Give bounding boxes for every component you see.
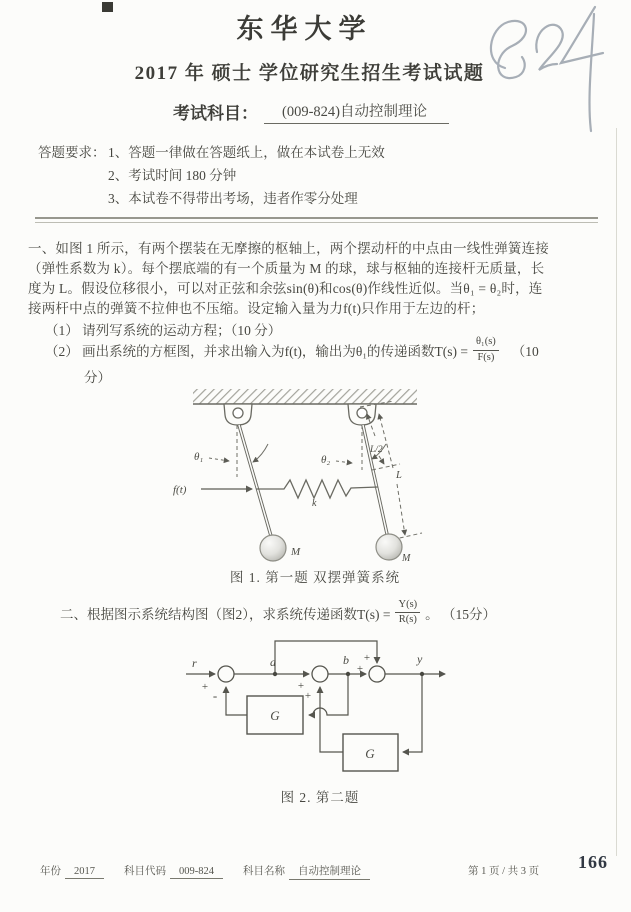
page-indicator: 第 1 页 / 共 3 页 xyxy=(468,866,540,877)
footer-year-value: 2017 xyxy=(65,866,104,879)
footer-year-label: 年份 xyxy=(40,866,61,877)
page-stamp-number: 166 xyxy=(578,852,608,872)
question1-line: 一、如图 1 所示，有两个摆装在无摩擦的枢轴上，两个摆动杆的中点由一线性弹簧连接 xyxy=(28,241,549,256)
question2-text xyxy=(60,599,496,626)
theta1-label: θ₁ xyxy=(194,451,204,463)
question1-item2-points: （10 xyxy=(511,344,539,359)
ceiling xyxy=(193,389,417,404)
force-label: f(t) xyxy=(173,484,187,496)
figure2-caption: 图 2. 第二题 xyxy=(280,790,360,805)
output-y-label: y xyxy=(417,652,423,666)
scan-artifact-edge xyxy=(616,128,617,856)
figure1-double-pendulum-diagram xyxy=(165,385,465,580)
spring xyxy=(256,480,378,498)
fraction-numerator: θ₁(s) xyxy=(473,336,499,350)
subject-label: 考试科目： xyxy=(173,104,258,123)
block-G-left-label: G xyxy=(270,708,280,723)
figure1-caption: 图 1. 第一题 双摆弹簧系统 xyxy=(229,570,401,585)
requirement-item: 1、答题一律做在答题纸上，做在本试卷上无效 xyxy=(108,145,385,160)
theta2-label: θ₂ xyxy=(321,454,331,466)
sign-sum1-feedback: - xyxy=(212,688,218,703)
footer-name-label: 科目名称 xyxy=(243,866,285,877)
block-G-right xyxy=(343,734,398,771)
question2-prefix: 二、根据图示系统结构图（图2），求系统传递函数T(s) = xyxy=(60,606,391,622)
transfer-function-fraction-q2 xyxy=(395,599,420,626)
question2-points: 。 （15分） xyxy=(425,606,497,622)
signal-lines xyxy=(186,641,445,752)
summing-junction-3 xyxy=(369,666,385,682)
subject-line xyxy=(173,98,449,124)
half-length-label: L/2 xyxy=(370,445,383,455)
question1-item2-text: （2） 画出系统的方框图，并求出输入为f(t)，输出为θ₁的传递函数T(s) = xyxy=(45,344,469,359)
sign-sum1-input: + xyxy=(201,681,209,693)
transfer-function-fraction xyxy=(473,336,499,363)
exam-title: 2017 年 硕士 学位研究生招生考试试题 xyxy=(134,63,485,84)
requirement-item: 2、考试时间 180 分钟 xyxy=(108,168,237,183)
length-label: L xyxy=(396,470,402,481)
sign-sum2-input: + xyxy=(297,680,305,692)
footer xyxy=(40,863,374,880)
requirements-label: 答题要求： xyxy=(38,145,106,160)
pendulum-rod-right xyxy=(363,425,387,534)
spring-constant-label: k xyxy=(312,498,317,509)
sign-sum3-top: + xyxy=(363,652,371,664)
summing-junction-2 xyxy=(312,666,328,682)
node-b-label: b xyxy=(343,653,349,667)
vertical-reference-lines xyxy=(237,425,362,477)
summing-junction-1 xyxy=(218,666,234,682)
pendulum-rod-left xyxy=(239,425,271,536)
question1-item2-continuation: 分） xyxy=(84,370,111,385)
block-G-right-label: G xyxy=(365,746,375,761)
section-divider xyxy=(35,217,598,223)
pivot-left xyxy=(224,404,252,425)
question1-item1: （1） 请列写系统的运动方程；（10 分） xyxy=(45,323,282,338)
subject-value: (009-824)自动控制理论 xyxy=(264,98,449,124)
fraction-denominator: F(s) xyxy=(477,351,495,363)
requirement-item: 3、本试卷不得带出考场，违者作零分处理 xyxy=(108,191,358,206)
footer-name-value: 自动控制理论 xyxy=(289,863,370,880)
university-title: 东华大学 xyxy=(236,14,373,44)
fraction-denominator: R(s) xyxy=(398,614,417,626)
question1-paragraph xyxy=(28,239,610,319)
block-G-left xyxy=(247,696,303,734)
figure2-block-diagram xyxy=(180,630,460,805)
question1-line: 度为 L。假设位移很小，可以对正弦和余弦sin(θ)和cos(θ)作线性近似。当θ₁ = θ₂时，连 xyxy=(28,281,543,296)
sign-sum3-input: + xyxy=(356,663,364,675)
fraction-numerator: Y(s) xyxy=(395,599,420,613)
angle-leader-arrows xyxy=(209,444,386,463)
footer-code-label: 科目代码 xyxy=(124,866,166,877)
question1-line: 接两杆中点的弹簧不拉伸也不压缩。设定输入量为力f(t)只作用于左边的杆； xyxy=(28,301,485,316)
input-r-label: r xyxy=(192,656,197,670)
mass-right-label: M xyxy=(402,553,411,564)
mass-ball-right xyxy=(376,534,402,560)
footer-code-value: 009-824 xyxy=(170,866,223,879)
question1-line: （弹性系数为 k）。每个摆底端的有一个质量为 M 的球，球与枢轴的连接杆无质量，长 xyxy=(28,261,545,276)
sign-sum2-feedback: + xyxy=(304,690,312,702)
mass-left-label: M xyxy=(291,546,301,558)
mass-ball-left xyxy=(260,535,286,561)
node-a-label: a xyxy=(270,655,276,669)
question1-item2 xyxy=(45,337,539,363)
